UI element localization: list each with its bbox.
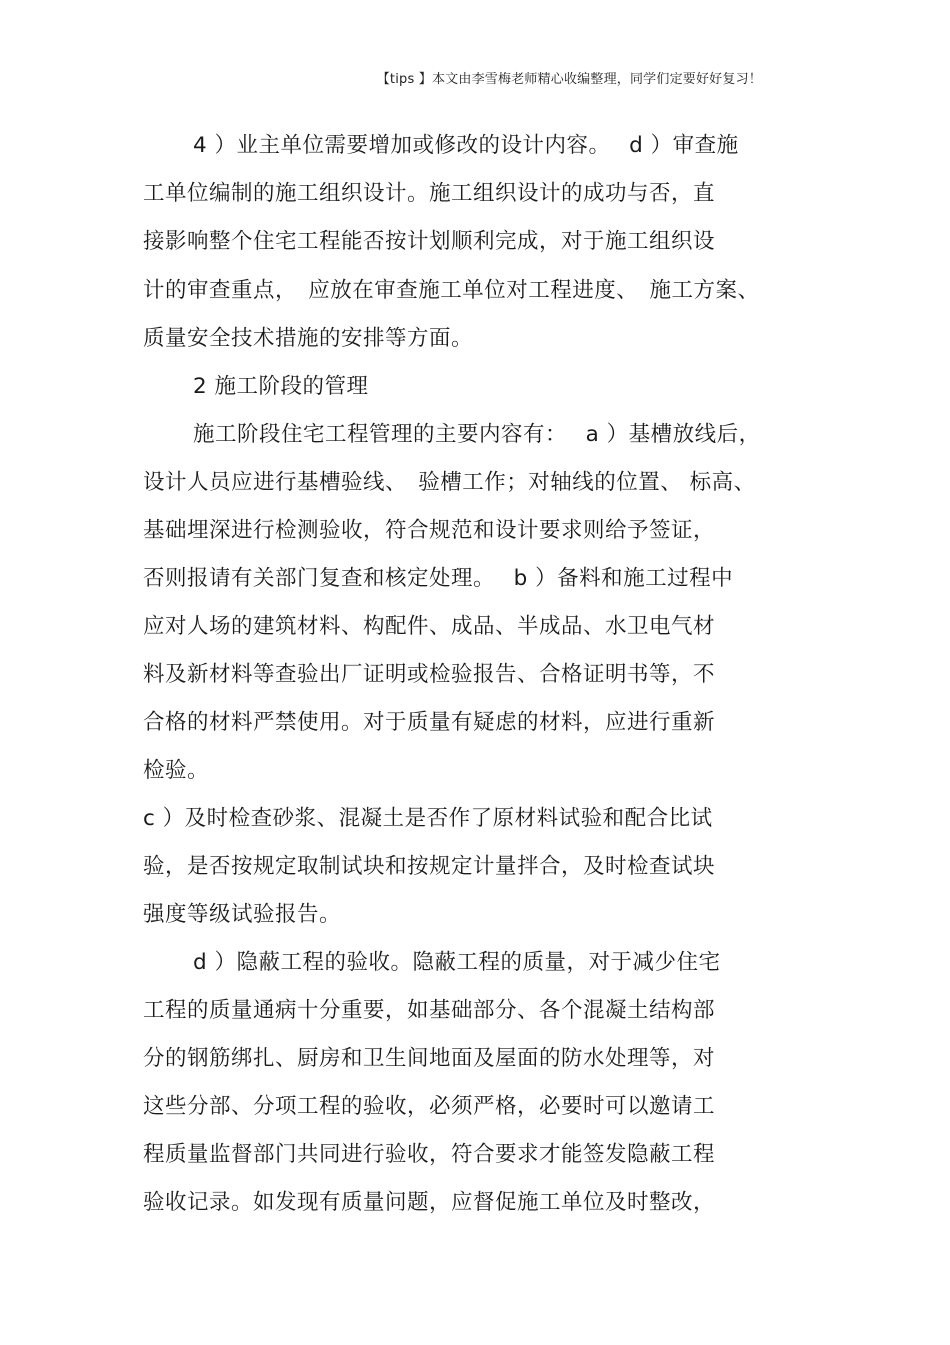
paragraph-line: 检验。 xyxy=(143,758,210,783)
paragraph-line: 料及新材料等查验出厂证明或检验报告、合格证明书等，不 xyxy=(143,662,716,687)
paragraph-line: 这些分部、分项工程的验收，必须严格，必要时可以邀请工 xyxy=(143,1094,716,1119)
header-tips-note: 【tips 】本文由李雪梅老师精心收编整理，同学们定要好好复习！ xyxy=(376,72,762,87)
paragraph-line: 强度等级试验报告。 xyxy=(143,902,342,927)
paragraph-line: 设计人员应进行基槽验线、 验槽工作；对轴线的位置、 标高、 xyxy=(143,470,756,495)
paragraph-line: 施工阶段住宅工程管理的主要内容有： a ）基槽放线后， xyxy=(193,422,761,447)
paragraph-line: 质量安全技术措施的安排等方面。 xyxy=(143,326,474,351)
paragraph-line: 应对人场的建筑材料、构配件、成品、半成品、水卫电气材 xyxy=(143,614,716,639)
paragraph-line: c ）及时检查砂浆、混凝土是否作了原材料试验和配合比试 xyxy=(143,806,713,831)
paragraph-line: 工程的质量通病十分重要，如基础部分、各个混凝土结构部 xyxy=(143,998,716,1023)
paragraph-line: d ）隐蔽工程的验收。隐蔽工程的质量，对于减少住宅 xyxy=(193,950,721,975)
paragraph-line: 工单位编制的施工组织设计。施工组织设计的成功与否，直 xyxy=(143,181,716,206)
section-heading: 2 施工阶段的管理 xyxy=(193,374,369,399)
paragraph-line: 基础埋深进行检测验收，符合规范和设计要求则给予签证， xyxy=(143,518,716,543)
paragraph-line: 验，是否按规定取制试块和按规定计量拌合，及时检查试块 xyxy=(143,854,716,879)
paragraph-line: 计的审查重点， 应放在审查施工单位对工程进度、 施工方案、 xyxy=(143,278,760,303)
paragraph-line: 程质量监督部门共同进行验收，符合要求才能签发隐蔽工程 xyxy=(143,1142,716,1167)
paragraph-line: 接影响整个住宅工程能否按计划顺利完成，对于施工组织设 xyxy=(143,229,716,254)
paragraph-line: 验收记录。如发现有质量问题，应督促施工单位及时整改， xyxy=(143,1190,716,1215)
paragraph-line: 合格的材料严禁使用。对于质量有疑虑的材料，应进行重新 xyxy=(143,710,716,735)
paragraph-line: 4 ）业主单位需要增加或修改的设计内容。 d ）审查施 xyxy=(193,133,739,158)
paragraph-line: 否则报请有关部门复查和核定处理。 b ）备料和施工过程中 xyxy=(143,566,734,591)
paragraph-line: 分的钢筋绑扎、厨房和卫生间地面及屋面的防水处理等，对 xyxy=(143,1046,716,1071)
